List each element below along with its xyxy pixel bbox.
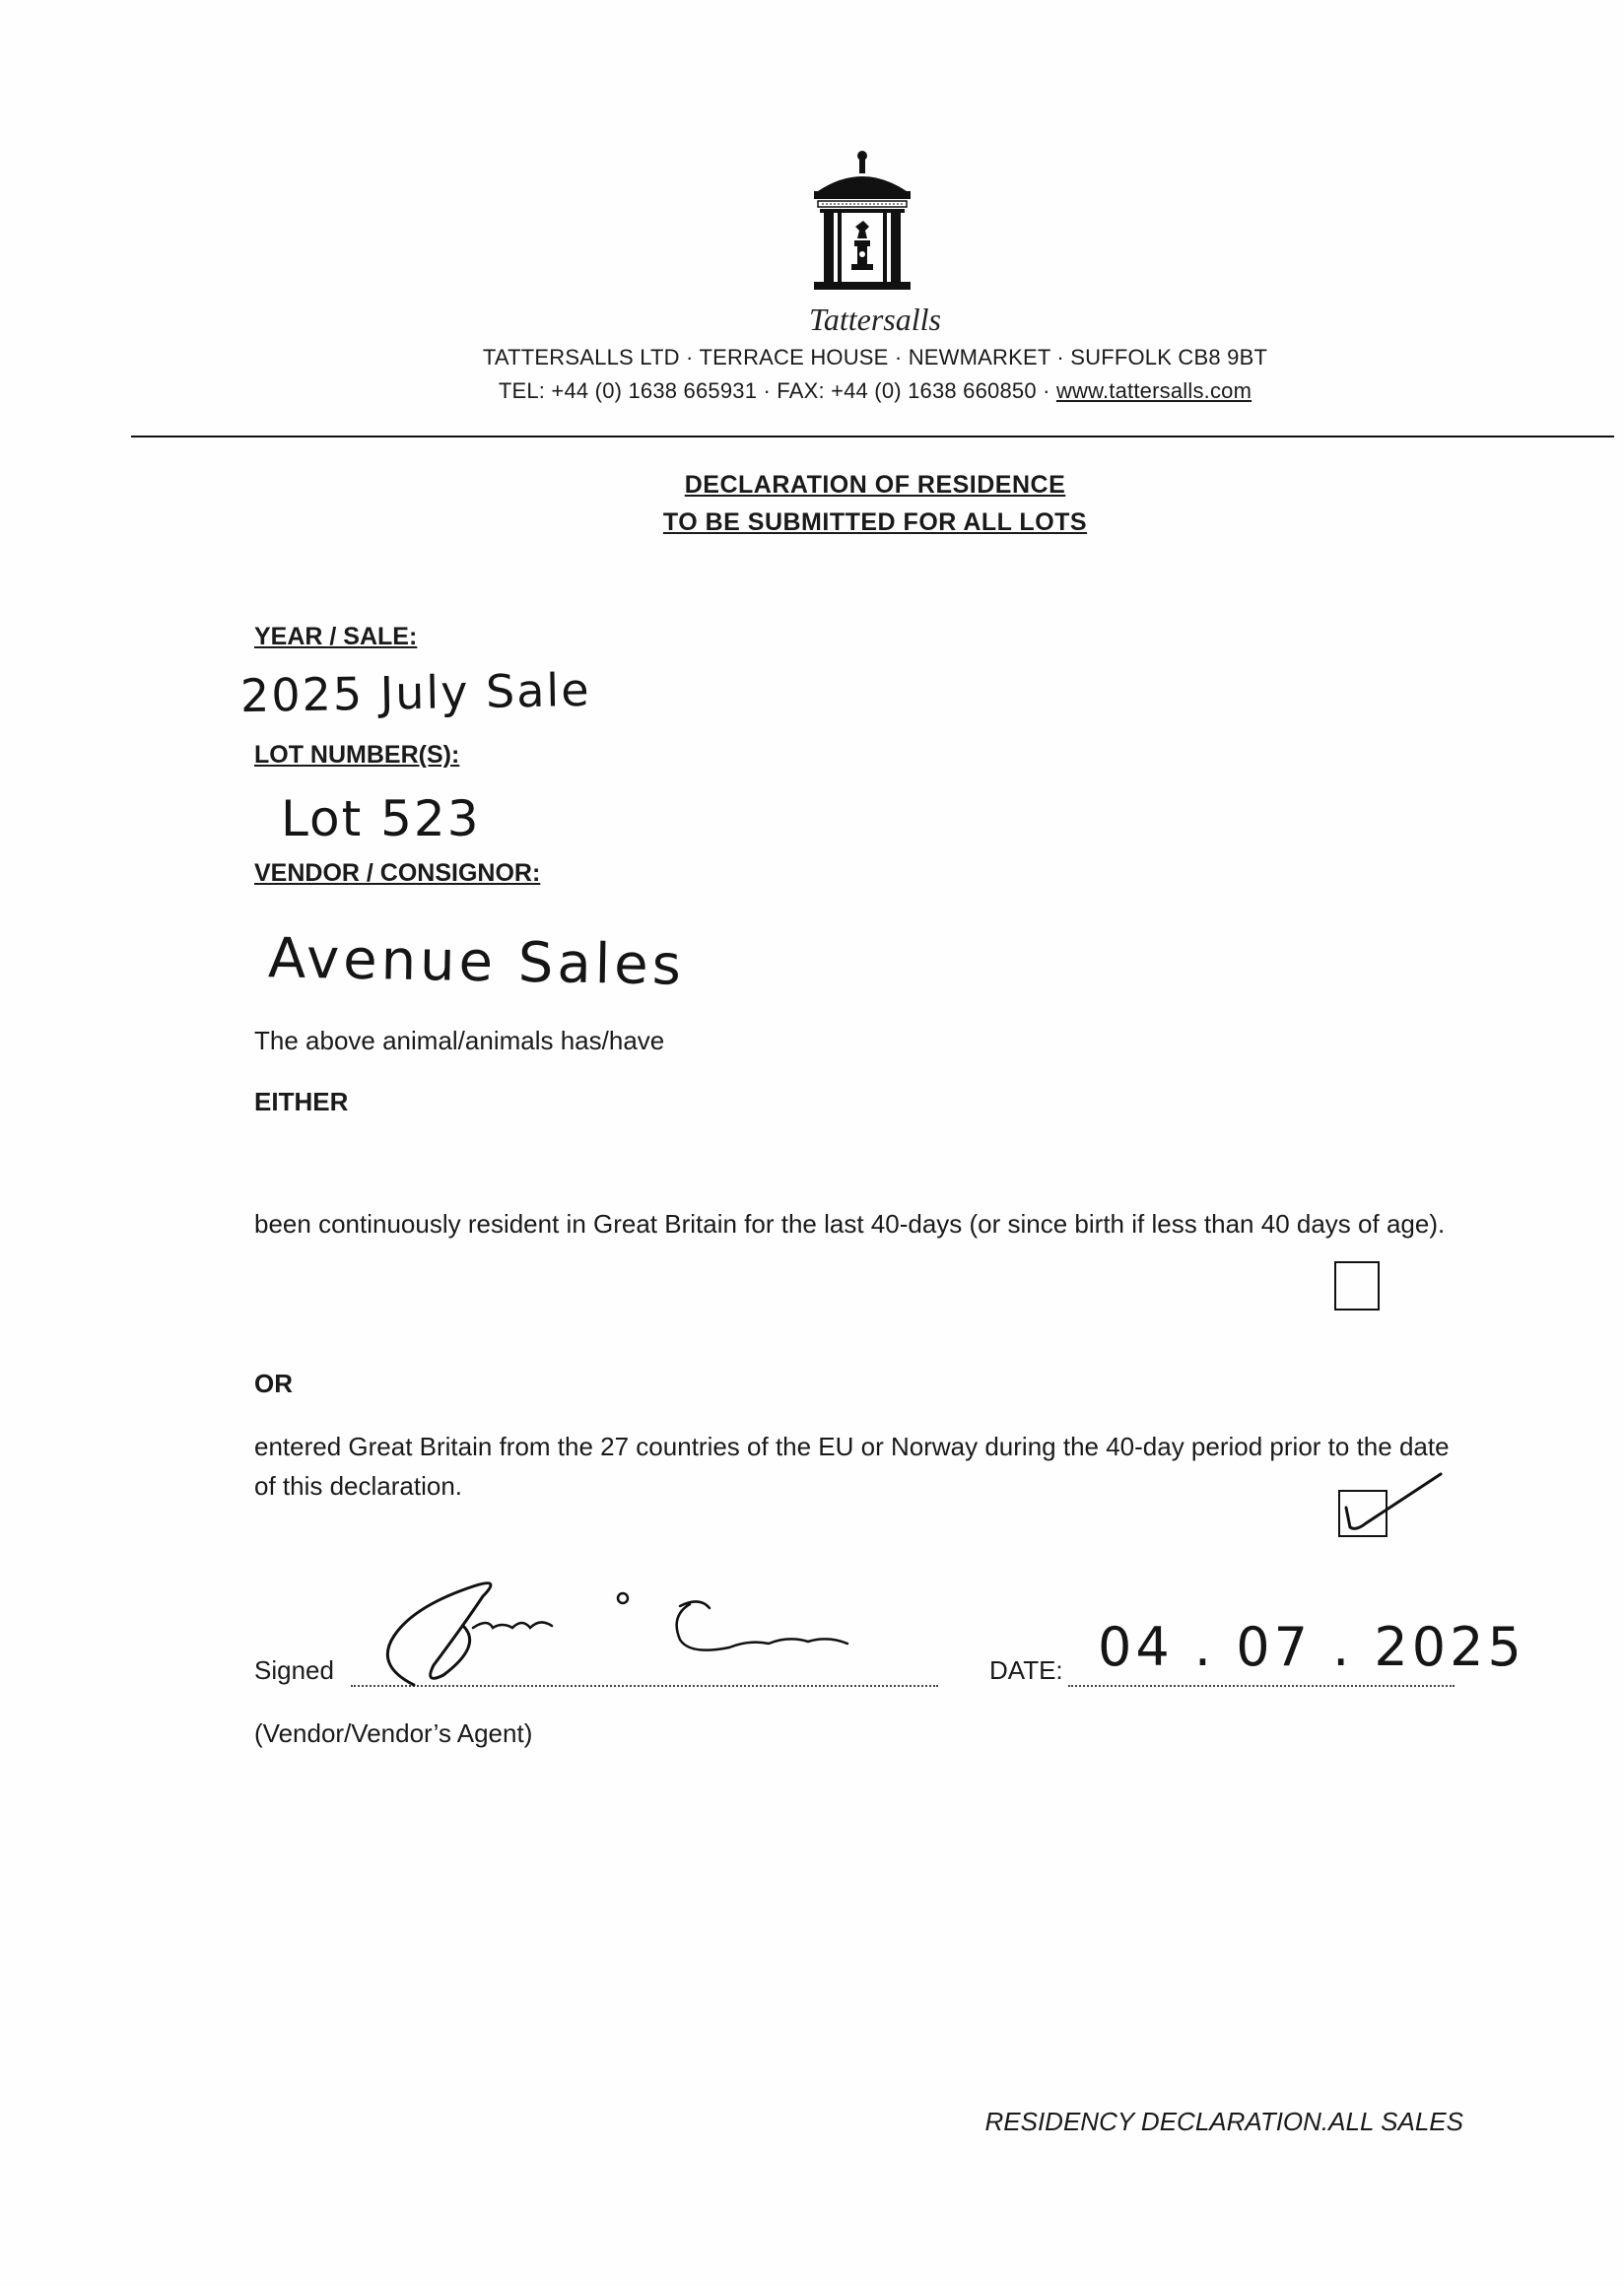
vendor-label: VENDOR / CONSIGNOR: xyxy=(254,859,541,887)
date-line xyxy=(1068,1685,1455,1687)
tattersalls-logo xyxy=(808,148,916,296)
option-entered-checkbox[interactable] xyxy=(1338,1490,1387,1537)
either-heading: EITHER xyxy=(254,1087,349,1116)
website-link[interactable]: www.tattersalls.com xyxy=(1055,378,1252,403)
signer-role: (Vendor/Vendor’s Agent) xyxy=(254,1718,533,1748)
brand-name: Tattersalls xyxy=(809,302,941,337)
company-contact xyxy=(0,378,1624,404)
handwritten-signature[interactable] xyxy=(355,1557,867,1705)
lot-number-label: LOT NUMBER(S): xyxy=(254,741,460,769)
option-entered-text: entered Great Britain from the 27 countries of the EU or Norway during the 40-day period prior to the date of this declaration. xyxy=(254,1432,1450,1501)
option-resident-checkbox[interactable] xyxy=(1334,1261,1380,1311)
header-divider xyxy=(131,436,1614,437)
date-label: DATE: xyxy=(989,1655,1063,1685)
vendor-field[interactable]: Avenue Sales xyxy=(267,926,686,998)
or-heading: OR xyxy=(254,1369,293,1398)
document-subtitle: TO BE SUBMITTED FOR ALL LOTS xyxy=(662,508,1088,536)
date-field[interactable]: 04 . 07 . 2025 xyxy=(1098,1616,1525,1678)
contact-numbers: TEL: +44 (0) 1638 665931 · FAX: +44 (0) 1638 660850 · xyxy=(498,378,1056,403)
document-title: DECLARATION OF RESIDENCE xyxy=(684,471,1066,499)
lot-number-field[interactable]: Lot 523 xyxy=(281,790,481,847)
declaration-intro: The above animal/animals has/have xyxy=(254,1026,665,1055)
company-address: TATTERSALLS LTD · TERRACE HOUSE · NEWMARKET · SUFFOLK CB8 9BT xyxy=(482,345,1268,370)
year-sale-field[interactable]: 2025 July Sale xyxy=(239,662,591,723)
footer-reference: RESIDENCY DECLARATION.ALL SALES xyxy=(984,2107,1463,2136)
option-resident-text: been continuously resident in Great Britain for the last 40-days (or since birth if less than 40 days of age). xyxy=(254,1209,1446,1239)
signed-label: Signed xyxy=(254,1655,334,1685)
year-sale-label: YEAR / SALE: xyxy=(254,623,418,650)
